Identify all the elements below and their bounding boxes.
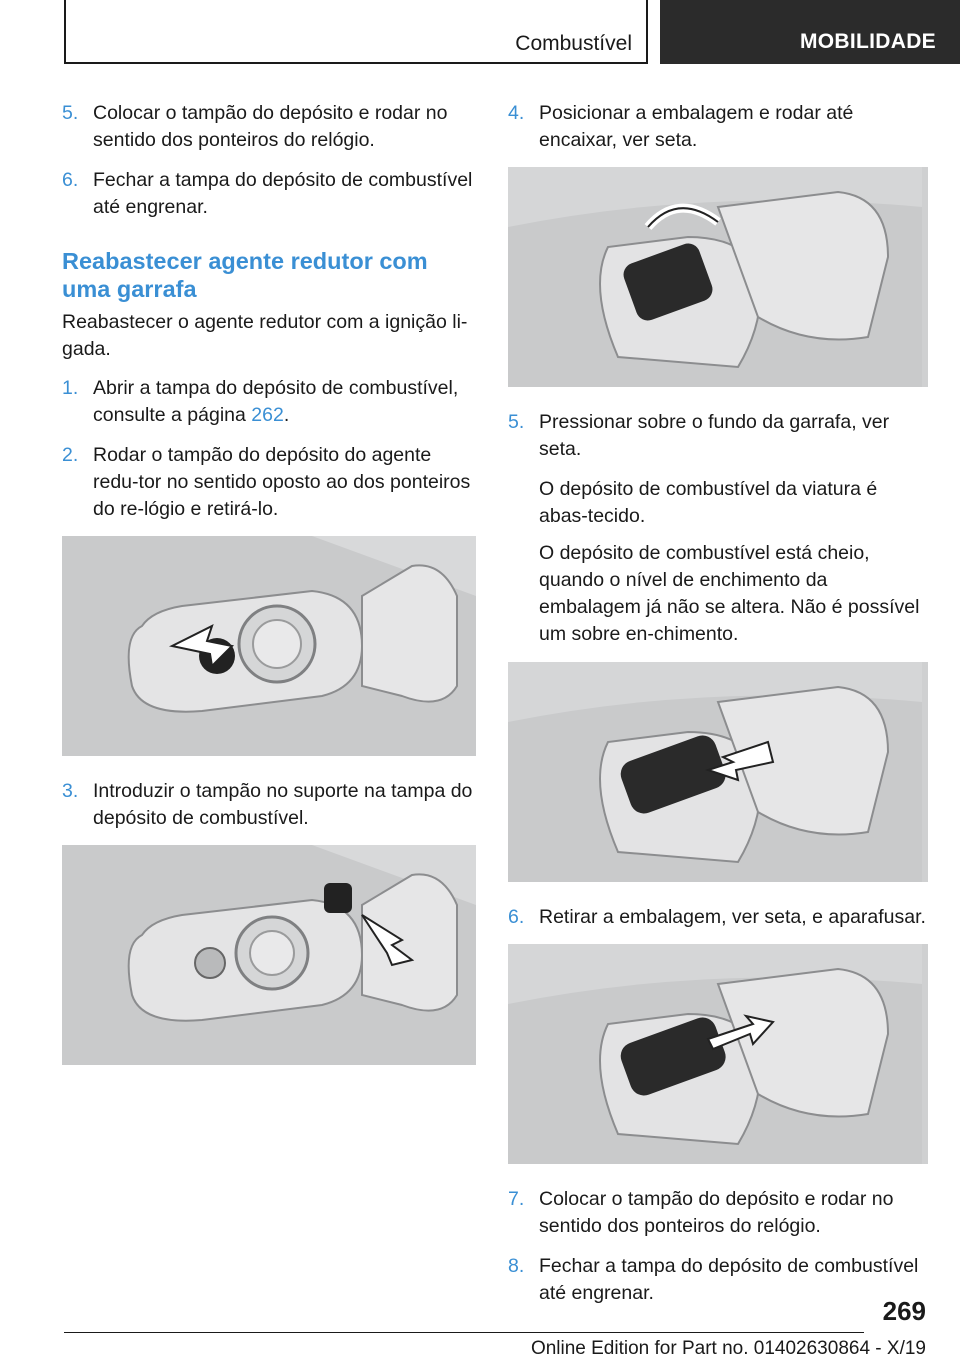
header-chapter-box	[660, 0, 960, 64]
step-6-close-flap	[62, 167, 476, 221]
step-text: Abrir a tampa do depósito de combustível, consulte a página	[93, 377, 459, 426]
illustration-cap-holder	[62, 845, 476, 1065]
illustration-remove-bottle	[508, 944, 928, 1164]
right-column	[508, 100, 928, 1320]
illustration-attach-bottle	[508, 167, 928, 387]
header-section-box	[64, 0, 648, 64]
step-3-insert-cap	[62, 778, 476, 832]
step-text: Posicionar a embalagem e rodar até encaixar, ver seta.	[539, 102, 854, 151]
step-6-remove-bottle	[508, 904, 928, 931]
step-7-close-cap	[508, 1186, 928, 1240]
step-1-open-flap	[62, 375, 476, 429]
step-number: 5.	[508, 411, 525, 433]
step-number: 4.	[508, 102, 525, 124]
step-text-end: .	[283, 404, 290, 426]
step-5-close-cap	[62, 100, 476, 154]
step-number: 7.	[508, 1188, 525, 1210]
edition-note: Online Edition for Part no. 01402630864 - X/19	[530, 1338, 926, 1359]
footer-divider	[64, 1332, 864, 1333]
step-text: Fechar a tampa do depósito de combustível até engrenar.	[93, 169, 473, 218]
step-number: 6.	[508, 906, 525, 928]
illustration-press-bottle	[508, 662, 928, 882]
step-number: 2.	[62, 444, 79, 466]
step-number: 5.	[62, 102, 79, 124]
illustration-remove-cap	[62, 536, 476, 756]
step-text: Fechar a tampa do depósito de combustível até engrenar.	[539, 1255, 919, 1304]
step-text: Retirar a embalagem, ver seta, e aparafusar.	[539, 906, 926, 928]
step-number: 1.	[62, 377, 79, 399]
note-tank-full: O depósito de combustível está cheio, quando o nível de enchimento da embalagem já não se altera. Não é possível um sobre en-chimento.	[539, 542, 920, 645]
step-number: 8.	[508, 1255, 525, 1277]
note-vehicle-tank-filled: O depósito de combustível da viatura é abas-tecido.	[539, 478, 878, 527]
step-text: Colocar o tampão do depósito e rodar no sentido dos ponteiros do relógio.	[539, 1188, 894, 1237]
intro-paragraph: Reabastecer o agente redutor com a ignição li-gada.	[62, 311, 468, 360]
page-number: 269	[882, 1296, 926, 1326]
section-title: Combustível	[515, 32, 632, 55]
left-column	[62, 100, 476, 1087]
step-text: Introduzir o tampão no suporte na tampa do depósito de combustível.	[93, 780, 473, 829]
step-number: 3.	[62, 780, 79, 802]
chapter-title: MOBILIDADE	[800, 30, 936, 53]
step-2-remove-cap	[62, 442, 476, 523]
step-text: Colocar o tampão do depósito e rodar no sentido dos ponteiros do relógio.	[93, 102, 448, 151]
step-5-press-bottle	[508, 409, 928, 463]
page-reference-link[interactable]: 262	[251, 404, 284, 426]
step-4-position-bottle	[508, 100, 928, 154]
step-8-close-flap	[508, 1253, 928, 1307]
step-text: Rodar o tampão do depósito do agente redu-tor no sentido oposto ao dos ponteiros do re-lógio e retirá-lo.	[93, 444, 471, 520]
section-heading: Reabastecer agente redutor com uma garrafa	[62, 248, 428, 302]
step-number: 6.	[62, 169, 79, 191]
step-text: Pressionar sobre o fundo da garrafa, ver seta.	[539, 411, 890, 460]
